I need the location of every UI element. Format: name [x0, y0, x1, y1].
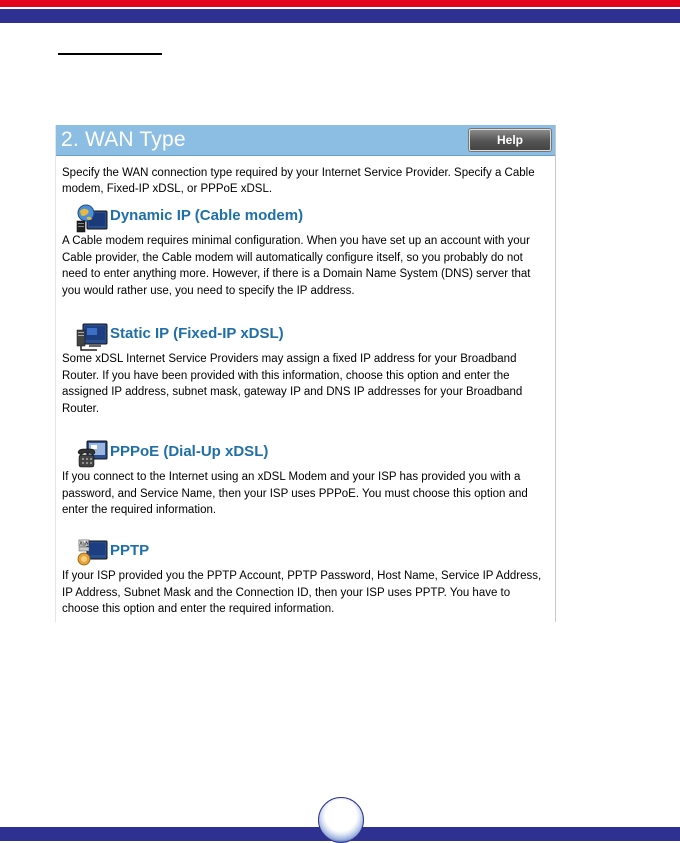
intro-text: Specify the WAN connection type required by your Internet Service Provider. Specify a Cable modem, Fixed-IP xDSL, or PPPoE xDSL. [62, 167, 535, 195]
panel-title: 2. WAN Type [61, 128, 186, 151]
vpn-monitor-icon [75, 538, 109, 568]
computer-network-icon [75, 321, 109, 351]
section-head [62, 437, 550, 469]
section-title: Static IP (Fixed-IP xDSL) [110, 325, 284, 342]
section-description: A Cable modem requires minimal configuration. When you have set up an account with your Cable provider, the Cable modem will automatically configure itself, so you probably do not need to enter anything more. However, if there is a Domain Name System (DNS) server that you would rather use, you need to specify the IP address. [62, 235, 531, 297]
phone-monitor-icon [75, 439, 109, 469]
section-head [62, 319, 550, 351]
section-title: Dynamic IP (Cable modem) [110, 207, 304, 224]
section-pptp[interactable] [62, 536, 550, 618]
top-red-stripe [0, 0, 680, 7]
heading-underline [58, 53, 162, 55]
section-static-ip[interactable] [62, 319, 550, 417]
page-number-badge [318, 797, 364, 843]
section-title: PPPoE (Dial-Up xDSL) [110, 443, 269, 460]
section-dynamic-ip[interactable] [62, 201, 550, 299]
section-description: If your ISP provided you the PPTP Account, PPTP Password, Host Name, Service IP Address, IP Address, Subnet Mask and the Connection ID, then your ISP uses PPTP. You have to choose this option and enter the required information. [62, 570, 542, 615]
section-head [62, 536, 550, 568]
section-title: PPTP [110, 542, 150, 559]
top-blue-stripe [0, 9, 680, 23]
help-button[interactable]: Help [469, 129, 551, 151]
globe-monitor-icon [75, 203, 109, 233]
section-head [62, 201, 550, 233]
section-pppoe[interactable] [62, 437, 550, 519]
section-description: Some xDSL Internet Service Providers may assign a fixed IP address for your Broadband Router. If you have been provided with this information, choose this option and enter the assigned IP address, subnet mask, gateway IP and DNS IP addresses for your Broadband Router. [62, 353, 523, 415]
wan-type-panel [55, 125, 556, 622]
section-description: If you connect to the Internet using an xDSL Modem and your ISP has provided you with a password, and Service Name, then your ISP uses PPPoE. You must choose this option and enter the required information. [62, 471, 528, 516]
panel-header [56, 125, 555, 156]
